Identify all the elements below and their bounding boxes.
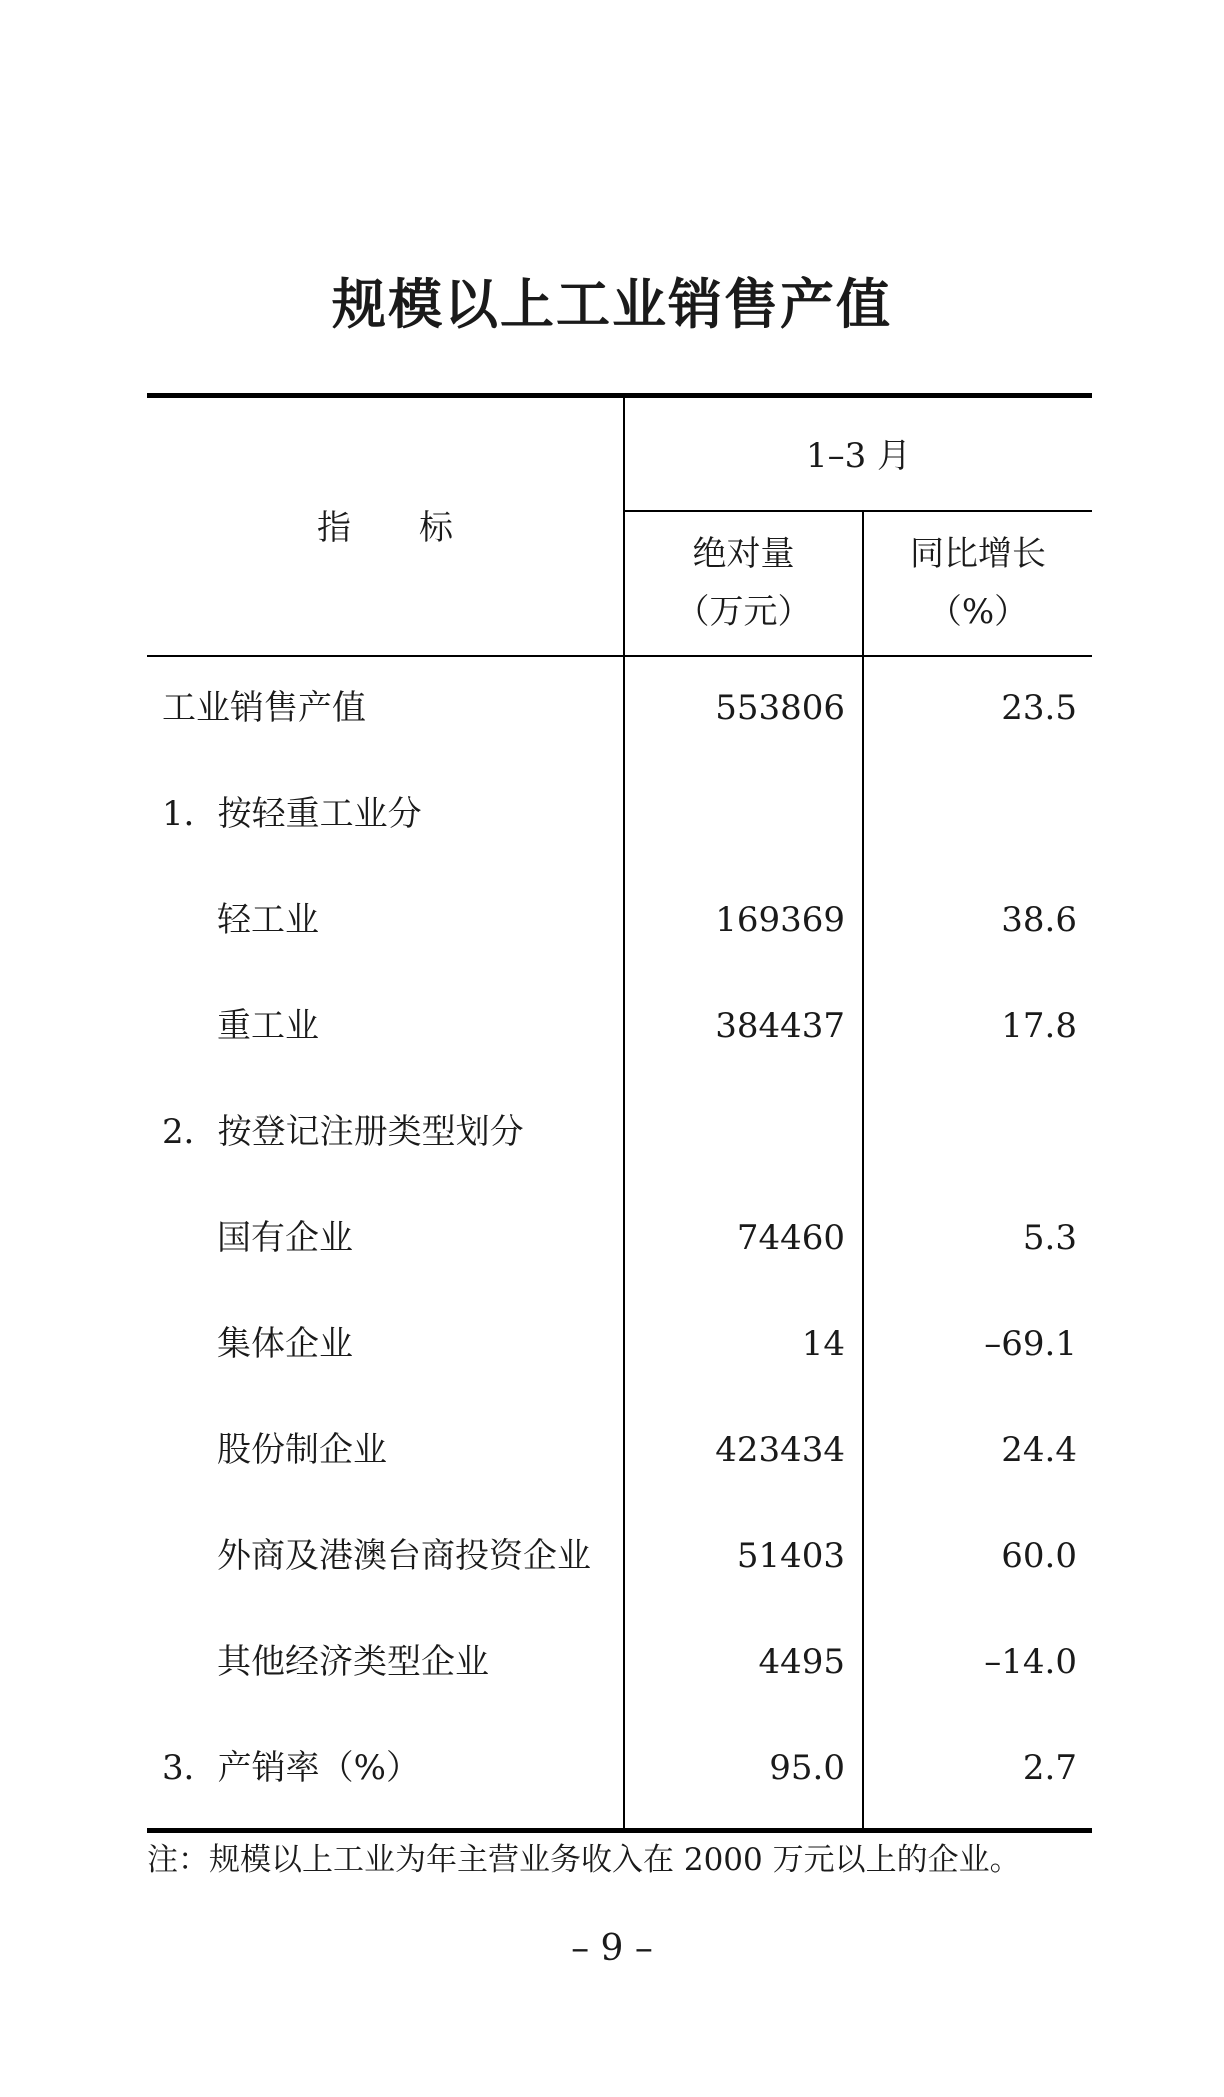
table-row <box>147 1738 1092 1798</box>
row-name: 轻工业 <box>217 900 319 940</box>
row-name: 工业销售产值 <box>162 688 366 728</box>
header-growth-unit: （%） <box>927 592 1029 632</box>
table-bottom-rule <box>147 1828 1092 1833</box>
header-absolute <box>625 525 862 641</box>
row-growth: 5.3 <box>1022 1218 1077 1258</box>
header-period: 1–3 月 <box>805 436 912 476</box>
header-bottom-rule <box>147 655 1092 657</box>
header-growth-label: 同比增长 <box>910 534 1046 574</box>
row-name: 3．产销率（%） <box>162 1748 420 1788</box>
row-value: 423434 <box>715 1430 845 1470</box>
header-absolute-label: 绝对量 <box>692 534 795 574</box>
row-name: 其他经济类型企业 <box>217 1642 489 1682</box>
row-growth: –14.0 <box>984 1642 1077 1682</box>
table-row <box>147 784 1092 844</box>
row-name: 国有企业 <box>217 1218 353 1258</box>
row-growth: 24.4 <box>1001 1430 1077 1470</box>
row-value: 74460 <box>736 1218 845 1258</box>
table-top-rule <box>147 393 1092 398</box>
row-value: 95.0 <box>769 1748 845 1788</box>
row-value: 4495 <box>758 1642 845 1682</box>
row-name: 集体企业 <box>217 1324 353 1364</box>
row-growth: –69.1 <box>984 1324 1077 1364</box>
table-row <box>147 996 1092 1056</box>
table-footnote: 注：规模以上工业为年主营业务收入在 2000 万元以上的企业。 <box>147 1842 1021 1878</box>
header-growth <box>864 525 1092 641</box>
page-title: 规模以上工业销售产值 <box>332 273 892 336</box>
row-name: 股份制企业 <box>217 1430 387 1470</box>
header-period-rule <box>624 510 1092 512</box>
row-growth: 2.7 <box>1022 1748 1077 1788</box>
row-name: 1．按轻重工业分 <box>162 794 422 834</box>
table-row <box>147 1526 1092 1586</box>
page-number: – 9 – <box>571 1928 653 1969</box>
table-row <box>147 1632 1092 1692</box>
table-row <box>147 890 1092 950</box>
table-row <box>147 1102 1092 1162</box>
row-name: 2．按登记注册类型划分 <box>162 1112 524 1152</box>
row-growth: 60.0 <box>1001 1536 1077 1576</box>
row-name: 外商及港澳台商投资企业 <box>217 1536 591 1576</box>
row-growth: 38.6 <box>1001 900 1077 940</box>
row-value: 384437 <box>715 1006 845 1046</box>
header-indicator: 指 标 <box>317 508 453 548</box>
row-value: 169369 <box>715 900 845 940</box>
row-value: 51403 <box>736 1536 845 1576</box>
table-row <box>147 678 1092 738</box>
table-row <box>147 1314 1092 1374</box>
header-absolute-unit: （万元） <box>675 592 812 632</box>
row-growth: 17.8 <box>1001 1006 1077 1046</box>
row-growth: 23.5 <box>1001 688 1077 728</box>
row-value: 553806 <box>715 688 845 728</box>
row-value: 14 <box>801 1324 845 1364</box>
row-name: 重工业 <box>217 1006 319 1046</box>
table-row <box>147 1420 1092 1480</box>
table-row <box>147 1208 1092 1268</box>
